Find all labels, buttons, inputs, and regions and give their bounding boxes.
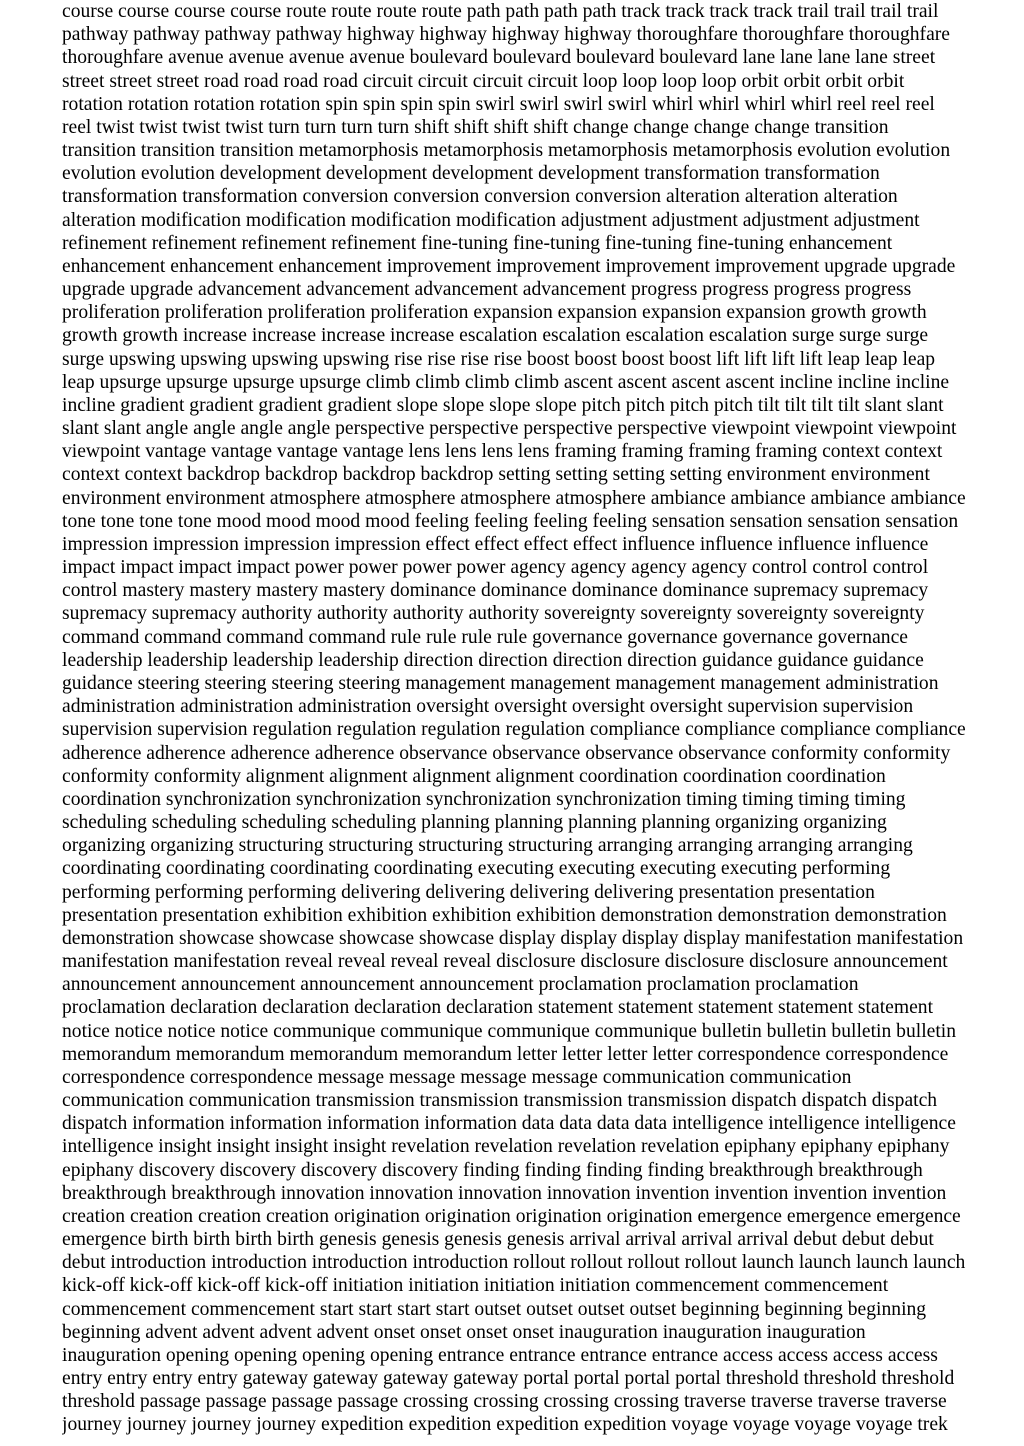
text-line: growth growth increase increase increase increase escalation escalation escalation escalation surge surge surge: [62, 325, 929, 347]
text-line: supremacy supremacy authority authority authority authority sovereignty sovereignty sovereignty sovereignty: [62, 603, 925, 625]
text-line: reel twist twist twist twist turn turn turn turn shift shift shift shift change change change change transition: [62, 116, 889, 138]
text-line: proclamation declaration declaration declaration declaration statement statement statement statement statement: [62, 997, 934, 1019]
text-line: entry entry entry entry gateway gateway gateway gateway portal portal portal portal threshold threshold threshold: [62, 1368, 955, 1390]
text-line: context context backdrop backdrop backdrop backdrop setting setting setting setting environment environment: [62, 464, 930, 486]
text-line: street street street road road road road circuit circuit circuit circuit loop loop loop loop orbit orbit orbit orbit: [62, 70, 905, 92]
text-line: thoroughfare avenue avenue avenue avenue boulevard boulevard boulevard boulevard lane lane lane lane street: [62, 47, 936, 69]
text-line: correspondence correspondence message message message message communication communication: [62, 1066, 852, 1088]
text-line: pathway pathway pathway pathway highway highway highway highway thoroughfare thoroughfare thoroughfare: [62, 24, 950, 46]
text-line: debut introduction introduction introduction introduction rollout rollout rollout rollout launch launch launch launch: [62, 1252, 966, 1274]
text-line: leap upsurge upsurge upsurge upsurge climb climb climb climb ascent ascent ascent ascent incline incline incline: [62, 371, 950, 393]
text-line: course course course course route route route route path path path path track track track track trail trail trail trail: [62, 1, 939, 22]
text-line: incline gradient gradient gradient gradient slope slope slope slope pitch pitch pitch pitch tilt tilt tilt tilt slant slant: [62, 394, 944, 416]
text-line: transformation transformation conversion conversion conversion conversion alteration alteration alteration: [62, 186, 898, 208]
text-line: creation creation creation creation origination origination origination origination emergence emergence emergence: [62, 1205, 961, 1227]
text-line: enhancement enhancement enhancement improvement improvement improvement improvement upgrade upgrade: [62, 255, 956, 277]
text-line: rotation rotation rotation rotation spin spin spin spin swirl swirl swirl swirl whirl whirl whirl whirl reel reel reel: [62, 93, 935, 115]
text-line: kick-off kick-off kick-off kick-off initiation initiation initiation initiation commencement commencement: [62, 1275, 889, 1297]
text-line: tone tone tone tone mood mood mood mood feeling feeling feeling feeling sensation sensation sensation sensation: [62, 510, 959, 532]
document-body: [62, 0, 1022, 1437]
text-line: evolution evolution development development development development transformation transformation: [62, 163, 880, 185]
text-line: presentation presentation exhibition exhibition exhibition exhibition demonstration demonstration demonstration: [62, 904, 947, 926]
text-line: supervision supervision regulation regulation regulation regulation compliance compliance compliance compliance: [62, 719, 966, 741]
text-line: transition transition transition metamorphosis metamorphosis metamorphosis metamorphosis evolution evolution: [62, 140, 951, 162]
text-line: journey journey journey journey expedition expedition expedition expedition voyage voyage voyage voyage trek: [62, 1414, 948, 1436]
text-line: impression impression impression impression effect effect effect effect influence influence influence influence: [62, 533, 929, 555]
text-line: scheduling scheduling scheduling scheduling planning planning planning planning organizing organizing: [62, 812, 887, 834]
text-line: refinement refinement refinement refinement fine-tuning fine-tuning fine-tuning fine-tuning enhancement: [62, 232, 893, 254]
text-line: environment environment atmosphere atmosphere atmosphere atmosphere ambiance ambiance ambiance ambiance: [62, 487, 966, 509]
text-line: control mastery mastery mastery mastery dominance dominance dominance dominance supremacy supremacy: [62, 580, 929, 602]
text-line: inauguration opening opening opening opening entrance entrance entrance entrance access access access access: [62, 1344, 938, 1366]
text-line: intelligence insight insight insight insight revelation revelation revelation revelation epiphany epiphany epiphany: [62, 1136, 950, 1158]
text-line: communication communication transmission transmission transmission transmission dispatch dispatch dispatch: [62, 1090, 938, 1112]
text-line: conformity conformity alignment alignment alignment alignment coordination coordination coordination: [62, 765, 886, 787]
text-line: guidance steering steering steering steering management management management management administration: [62, 672, 939, 694]
text-line: commencement commencement start start start start outset outset outset outset beginning beginning beginning: [62, 1298, 927, 1320]
text-line: announcement announcement announcement announcement proclamation proclamation proclamation: [62, 974, 859, 996]
text-line: impact impact impact impact power power power power agency agency agency agency control control control: [62, 557, 929, 579]
text-line: coordinating coordinating coordinating coordinating executing executing executing executing performing: [62, 858, 891, 880]
text-line: dispatch information information information information data data data data intelligence intelligence intelligence: [62, 1113, 956, 1135]
text-line: viewpoint vantage vantage vantage vantage lens lens lens lens framing framing framing framing context context: [62, 441, 943, 463]
text-line: threshold passage passage passage passage crossing crossing crossing crossing traverse traverse traverse traverse: [62, 1391, 947, 1413]
text-line: emergence birth birth birth birth genesis genesis genesis genesis arrival arrival arrival arrival debut debut debut: [62, 1229, 934, 1251]
text-line: proliferation proliferation proliferation proliferation expansion expansion expansion expansion growth growth: [62, 302, 927, 324]
text-line: beginning advent advent advent advent onset onset onset onset inauguration inauguration inauguration: [62, 1321, 866, 1343]
text-line: coordination synchronization synchronization synchronization synchronization timing timing timing timing: [62, 788, 906, 810]
text-line: upgrade upgrade advancement advancement advancement advancement progress progress progress progress: [62, 279, 912, 301]
text-line: notice notice notice notice communique communique communique communique bulletin bulletin bulletin bulletin: [62, 1020, 957, 1042]
text-line: command command command command rule rule rule rule governance governance governance governance: [62, 626, 908, 648]
text-line: organizing organizing structuring structuring structuring structuring arranging arranging arranging arranging: [62, 835, 913, 857]
text-line: manifestation manifestation reveal reveal reveal reveal disclosure disclosure disclosure disclosure announcement: [62, 951, 948, 973]
text-line: breakthrough breakthrough innovation innovation innovation innovation invention invention invention invention: [62, 1182, 947, 1204]
text-line: memorandum memorandum memorandum memorandum letter letter letter letter correspondence correspondence: [62, 1043, 949, 1065]
text-line: administration administration administration oversight oversight oversight oversight supervision supervision: [62, 696, 914, 718]
text-line: alteration modification modification modification modification adjustment adjustment adjustment adjustment: [62, 209, 920, 231]
text-line: surge upswing upswing upswing upswing rise rise rise rise boost boost boost boost lift lift lift lift leap leap leap: [62, 348, 936, 370]
text-line: performing performing performing delivering delivering delivering delivering presentation presentation: [62, 881, 875, 903]
text-line: slant slant angle angle angle angle perspective perspective perspective perspective viewpoint viewpoint viewpoint: [62, 418, 957, 440]
text-line: adherence adherence adherence adherence observance observance observance observance conformity conformity: [62, 742, 951, 764]
text-line: leadership leadership leadership leadership direction direction direction direction guidance guidance guidance: [62, 649, 924, 671]
text-line: demonstration showcase showcase showcase showcase display display display display manifestation manifestation: [62, 927, 964, 949]
text-line: epiphany discovery discovery discovery discovery finding finding finding finding breakthrough breakthrough: [62, 1159, 923, 1181]
